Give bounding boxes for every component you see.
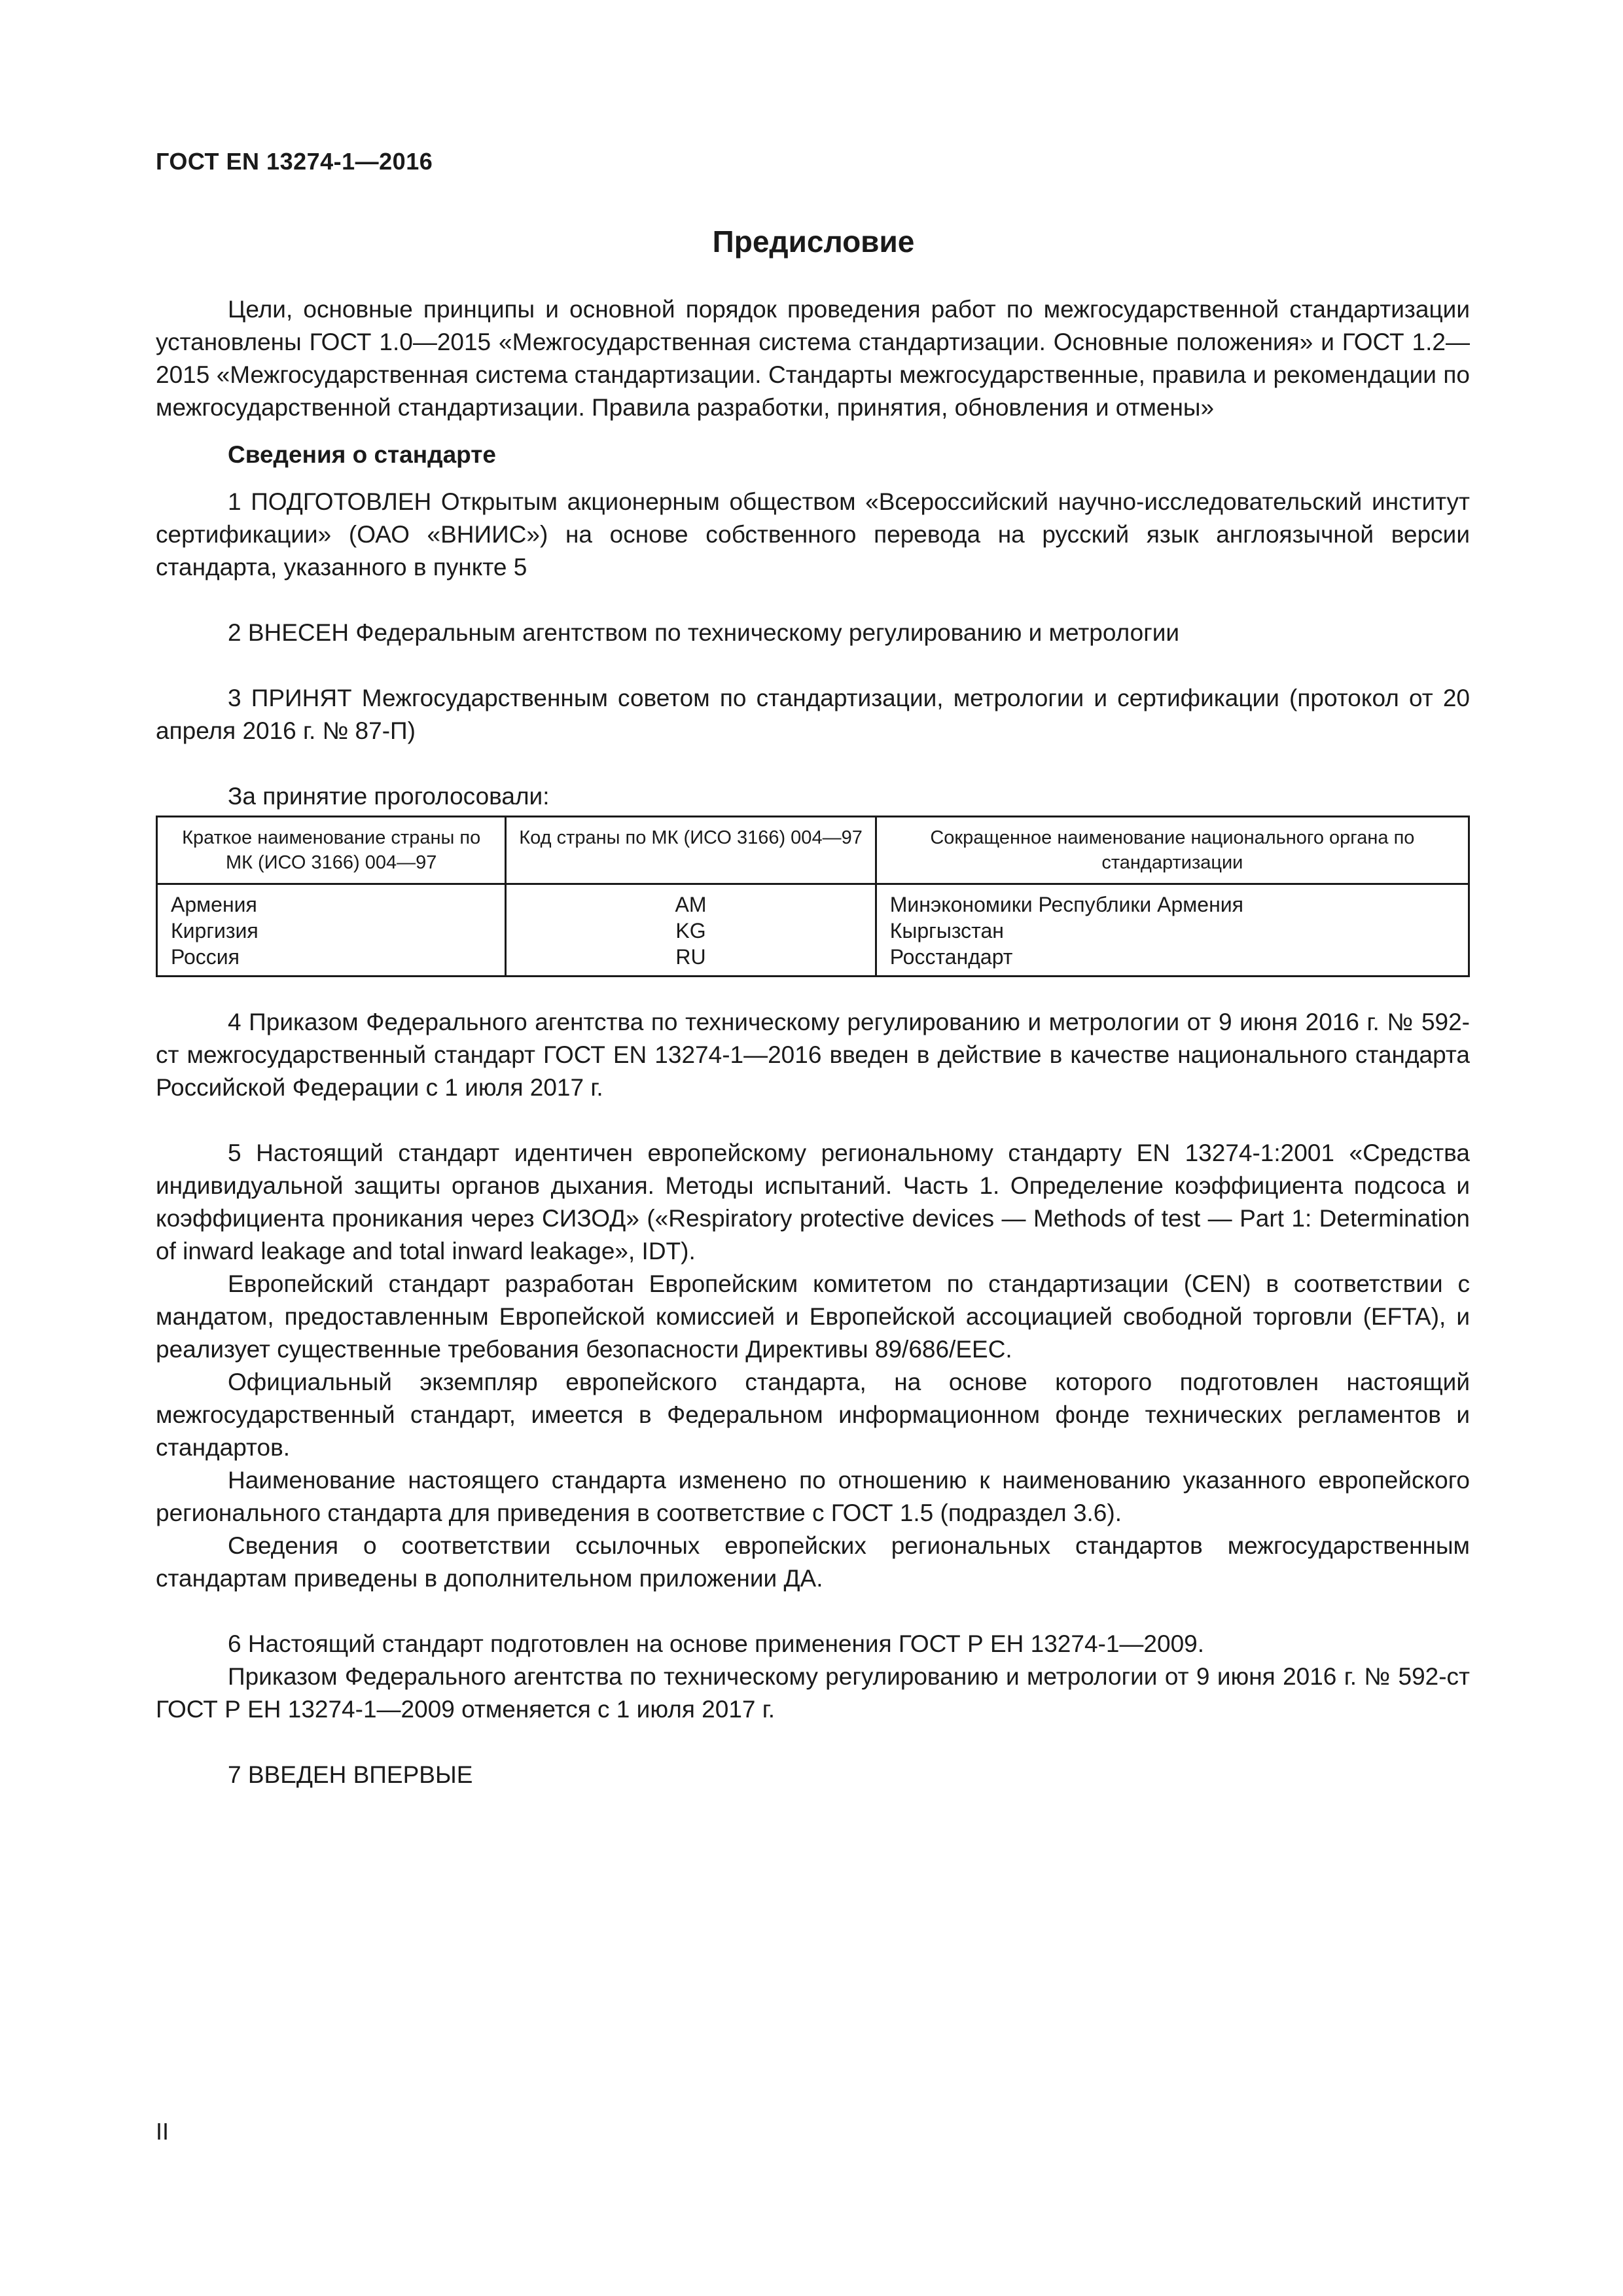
country-names-cell <box>157 884 506 977</box>
country-codes-cell <box>506 884 876 977</box>
national-bodies-cell <box>876 884 1469 977</box>
country-name: Россия <box>171 945 240 969</box>
item-5-official-copy: Официальный экземпляр европейского стандарта, на основе которого подготовлен настоящий межгосударственный стандарт, имеется в Федеральном информационном фонде технических регламентов и стандартов. <box>156 1369 1470 1461</box>
document-designation: ГОСТ EN 13274-1—2016 <box>156 148 433 175</box>
vote-intro: За принятие проголосовали: <box>228 783 550 810</box>
national-body: Минэкономики Республики Армения <box>889 893 1243 916</box>
header-national-body: Сокращенное наименование национального органа по стандартизации <box>876 817 1469 884</box>
item-1-prepared: 1 ПОДГОТОВЛЕН Открытым акционерным обществом «Всероссийский научно-исследовательский институт сертификации» (ОАО «ВНИИС») на основе собственного перевода на русский язык англоязычной версии стандарта, указанного в пункте 5 <box>156 488 1470 581</box>
national-body: Росстандарт <box>889 945 1013 969</box>
page-number: II <box>156 2118 169 2145</box>
country-code: AM <box>675 893 707 916</box>
table-header-row <box>157 817 1469 884</box>
item-5-name-change: Наименование настоящего стандарта изменено по отношению к наименованию указанного европейского регионального стандарта для приведения в соответствие с ГОСТ 1.5 (подраздел 3.6). <box>156 1467 1470 1526</box>
item-5-identical: 5 Настоящий стандарт идентичен европейскому региональному стандарту EN 13274-1:2001 «Средства индивидуальной защиты органов дыхания. Методы испытаний. Часть 1. Определение коэффициента подсоса и коэффициента проникания через СИЗОД» («Respiratory protective devices — Methods of test — Part 1: Determination of inward leakage and total inward leakage», IDT). <box>156 1139 1470 1265</box>
country-code: KG <box>675 919 706 942</box>
item-5-references: Сведения о соответствии ссылочных европейских региональных стандартов межгосударственным стандартам приведены в дополнительном приложении ДА. <box>156 1532 1470 1592</box>
item-6-cancel: Приказом Федерального агентства по техническому регулированию и метрологии от 9 июня 2016 г. № 592-ст ГОСТ Р ЕН 13274-1—2009 отменяется с 1 июля 2017 г. <box>156 1663 1470 1723</box>
item-7-first-introduced: 7 ВВЕДЕН ВПЕРВЫЕ <box>228 1761 473 1788</box>
item-4-order: 4 Приказом Федерального агентства по техническому регулированию и метрологии от 9 июня 2016 г. № 592-ст межгосударственный стандарт ГОСТ EN 13274-1—2016 введен в действие в качестве национального стандарта Российской Федерации с 1 июля 2017 г. <box>156 1009 1470 1101</box>
country-code: RU <box>675 945 706 969</box>
country-name: Армения <box>171 893 257 916</box>
section-title-foreword: Предисловие <box>712 224 915 259</box>
national-body: Кыргызстан <box>889 919 1004 942</box>
table-row <box>157 884 1469 977</box>
header-country-code: Код страны по МК (ИСО 3166) 004—97 <box>506 817 876 884</box>
item-3-adopted: 3 ПРИНЯТ Межгосударственным советом по стандартизации, метрологии и сертификации (протокол от 20 апреля 2016 г. № 87-П) <box>156 685 1470 744</box>
standard-info-heading: Сведения о стандарте <box>228 441 496 468</box>
foreword-body <box>156 293 1470 1791</box>
item-6-basis: 6 Настоящий стандарт подготовлен на основе применения ГОСТ Р ЕН 13274-1—2009. <box>228 1630 1205 1657</box>
header-country-name: Краткое наименование страны по МК (ИСО 3166) 004—97 <box>157 817 506 884</box>
item-5-cen: Европейский стандарт разработан Европейским комитетом по стандартизации (CEN) в соответствии с мандатом, предоставленным Европейской комиссией и Европейской ассоциацией свободной торговли (EFTA), и реализует существенные требования безопасности Директивы 89/686/ЕЕС. <box>156 1270 1470 1363</box>
voting-countries-table <box>156 816 1470 977</box>
country-name: Киргизия <box>171 919 259 942</box>
intro-paragraph: Цели, основные принципы и основной порядок проведения работ по межгосударственной стандартизации установлены ГОСТ 1.0—2015 «Межгосударственная система стандартизации. Основные положения» и ГОСТ 1.2—2015 «Межгосударственная система стандартизации. Стандарты межгосударственные, правила и рекомендации по межгосударственной стандартизации. Правила разработки, принятия, обновления и отмены» <box>156 296 1470 421</box>
item-2-submitted: 2 ВНЕСЕН Федеральным агентством по техническому регулированию и метрологии <box>228 619 1180 646</box>
